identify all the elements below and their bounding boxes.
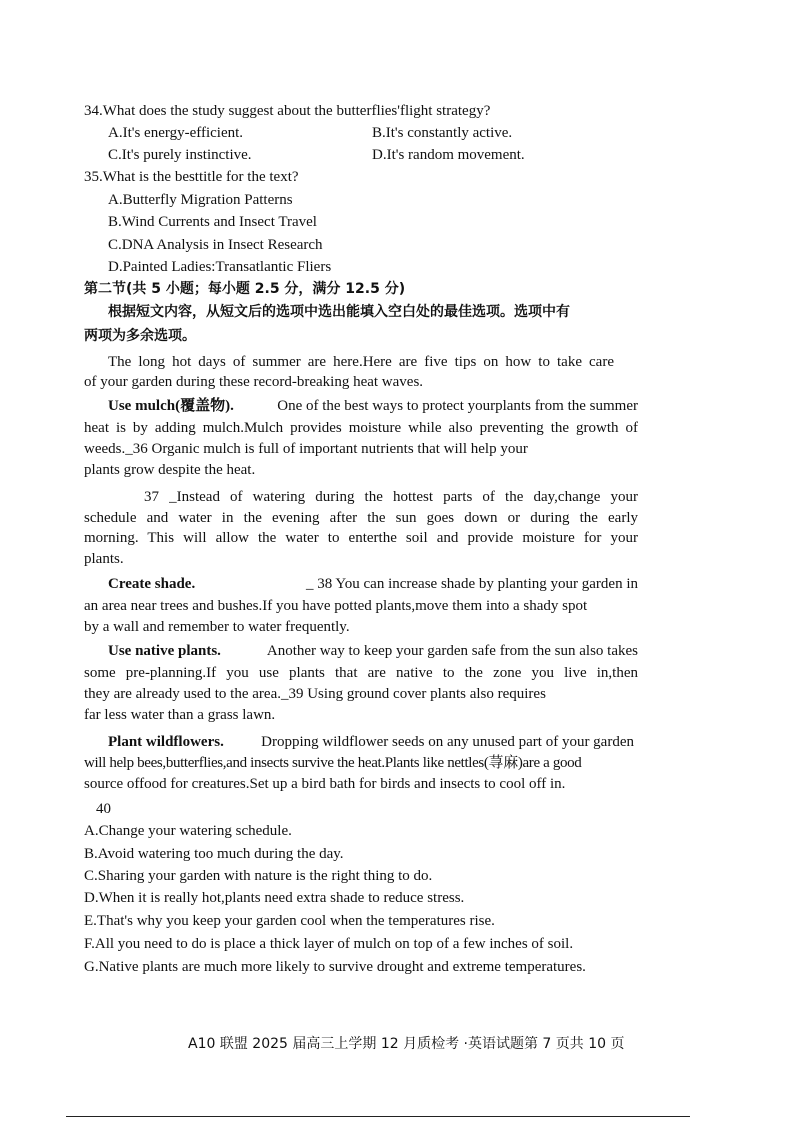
- q34-option-a: A.It's energy-efficient.: [108, 125, 244, 141]
- option-a: A.Change your watering schedule.: [84, 823, 292, 839]
- passage-native-line3: they are already used to the area._39 Using ground cover plants also requires: [84, 686, 546, 702]
- passage-wildflowers-line1: [108, 732, 634, 752]
- passage-wildflowers-line2: will help bees,butterflies,and insects survive the heat.Plants like nettles(荨麻)are a good: [84, 755, 582, 771]
- native-heading: Use native plants.: [108, 643, 221, 659]
- section-instruction-line1: 根据短文内容，从短文后的选项中选出能填入空白处的最佳选项。选项中有: [108, 304, 570, 320]
- passage-shade-line1: [108, 574, 638, 594]
- mulch-line1-text: One of the best ways to protect yourplants from the summer: [277, 398, 638, 414]
- passage-shade-line3: by a wall and remember to water frequently.: [84, 619, 350, 635]
- section-instruction-line2: 两项为多余选项。: [84, 328, 196, 344]
- option-c: C.Sharing your garden with nature is the right thing to do.: [84, 868, 433, 884]
- passage-wildflowers-line3: source offood for creatures.Set up a bird bath for birds and insects to cool off in.: [84, 776, 566, 792]
- passage-native-line1: [108, 641, 638, 661]
- passage-mulch-line1: [108, 396, 638, 416]
- option-d: D.When it is really hot,plants need extra shade to reduce stress.: [84, 890, 465, 906]
- page-footer: A10 联盟 2025 届高三上学期 12 月质检考 ·英语试题第 7 页共 10 页: [188, 1036, 625, 1052]
- option-f: F.All you need to do is place a thick layer of mulch on top of a few inches of soil.: [84, 936, 574, 952]
- option-e: E.That's why you keep your garden cool when the temperatures rise.: [84, 913, 495, 929]
- bottom-rule: [66, 1116, 690, 1117]
- q34-stem: 34.What does the study suggest about the butterflies'flight strategy?: [84, 103, 491, 119]
- passage-37-line3: morning. This will allow the water to enterthe soil and provide moisture for your: [84, 530, 638, 546]
- shade-heading: Create shade.: [108, 576, 196, 592]
- q35-stem: 35.What is the besttitle for the text?: [84, 169, 299, 185]
- q34-option-b: B.It's constantly active.: [372, 125, 513, 141]
- passage-mulch-line2: heat is by adding mulch.Mulch provides moisture while also preventing the growth of: [84, 420, 638, 436]
- shade-line1-text: _ 38 You can increase shade by planting your garden in: [305, 576, 638, 592]
- passage-mulch-line4: plants grow despite the heat.: [84, 462, 256, 478]
- option-b: B.Avoid watering too much during the day.: [84, 846, 344, 862]
- passage-37-line2: schedule and water in the evening after the sun goes down or during the early: [84, 510, 638, 526]
- passage-native-line4: far less water than a grass lawn.: [84, 707, 276, 723]
- passage-intro-line2: of your garden during these record-breaking heat waves.: [84, 374, 424, 390]
- q34-option-d: D.It's random movement.: [372, 147, 525, 163]
- passage-37-line1: 37 _Instead of watering during the hottest parts of the day,change your: [144, 489, 638, 505]
- mulch-heading: Use mulch(覆盖物).: [108, 398, 234, 414]
- wildflowers-line1-text: Dropping wildflower seeds on any unused part of your garden: [261, 734, 634, 750]
- passage-shade-line2: an area near trees and bushes.If you have potted plants,move them into a shady spot: [84, 598, 588, 614]
- passage-native-line2: some pre-planning.If you use plants that are native to the zone you live in,then: [84, 665, 638, 681]
- section-heading: 第二节(共 5 小题；每小题 2.5 分，满分 12.5 分): [84, 281, 406, 297]
- passage-37-line4: plants.: [84, 551, 124, 567]
- q35-option-d: D.Painted Ladies:Transatlantic Fliers: [108, 259, 332, 275]
- wildflowers-heading: Plant wildflowers.: [108, 734, 224, 750]
- q35-option-c: C.DNA Analysis in Insect Research: [108, 237, 323, 253]
- blank-40: 40: [96, 801, 111, 817]
- passage-intro-line1: The long hot days of summer are here.Here are five tips on how to take care: [108, 354, 614, 370]
- q35-option-a: A.Butterfly Migration Patterns: [108, 192, 293, 208]
- q34-option-c: C.It's purely instinctive.: [108, 147, 252, 163]
- option-g: G.Native plants are much more likely to survive drought and extreme temperatures.: [84, 959, 586, 975]
- native-line1-text: Another way to keep your garden safe from the sun also takes: [266, 643, 638, 659]
- q35-option-b: B.Wind Currents and Insect Travel: [108, 214, 317, 230]
- passage-mulch-line3: weeds._36 Organic mulch is full of important nutrients that will help your: [84, 441, 528, 457]
